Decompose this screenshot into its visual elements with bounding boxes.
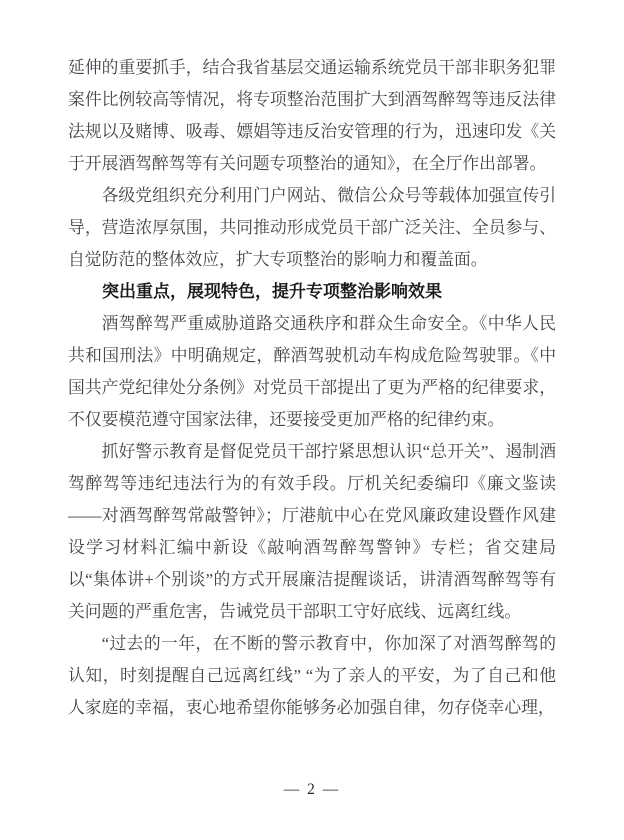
document-body — [68, 52, 556, 724]
paragraph: “过去的一年，在不断的警示教育中，你加深了对酒驾醉驾的认知，时刻提醒自己远离红线” “为了亲人的平安，为了自己和他人家庭的幸福，衷心地希望你能够务必加强自律，勿存侥幸心理， — [68, 634, 556, 717]
paragraph: 酒驾醉驾严重威胁道路交通秩序和群众生命安全。《中华人民共和国刑法》中明确规定，醉酒驾驶机动车构成危险驾驶罪。《中国共产党纪律处分条例》对党员干部提出了更为严格的纪律要求，不仅要模范遵守国家法律，还要接受更加严格的纪律约束。 — [68, 314, 556, 429]
paragraph: 各级党组织充分利用门户网站、微信公众号等载体加强宣传引导，营造浓厚氛围，共同推动形成党员干部广泛关注、全员参与、自觉防范的整体效应，扩大专项整治的影响力和覆盖面。 — [68, 186, 556, 269]
paragraph: 抓好警示教育是督促党员干部拧紧思想认识“总开关”、遏制酒驾醉驾等违纪违法行为的有效手段。厅机关纪委编印《廉文鉴读——对酒驾醉驾常敲警钟》；厅港航中心在党风廉政建设暨作风建设学习材料汇编中新设《敲响酒驾醉驾警钟》专栏；省交建局以“集体讲+个别谈”的方式开展廉洁提醒谈话，讲清酒驾醉驾等有关问题的严重危害，告诫党员干部职工守好底线、远离红线。 — [68, 442, 556, 621]
section-heading: 突出重点，展现特色，提升专项整治影响效果 — [102, 282, 442, 301]
paragraph-continuation: 延伸的重要抓手，结合我省基层交通运输系统党员干部非职务犯罪案件比例较高等情况，将专项整治范围扩大到酒驾醉驾等违反法律法规以及赌博、吸毒、嫖娼等违反治安管理的行为，迅速印发《关于开展酒驾醉驾等有关问题专项整治的通知》，在全厅作出部署。 — [68, 58, 556, 173]
page-number: — 2 — — [283, 781, 341, 798]
